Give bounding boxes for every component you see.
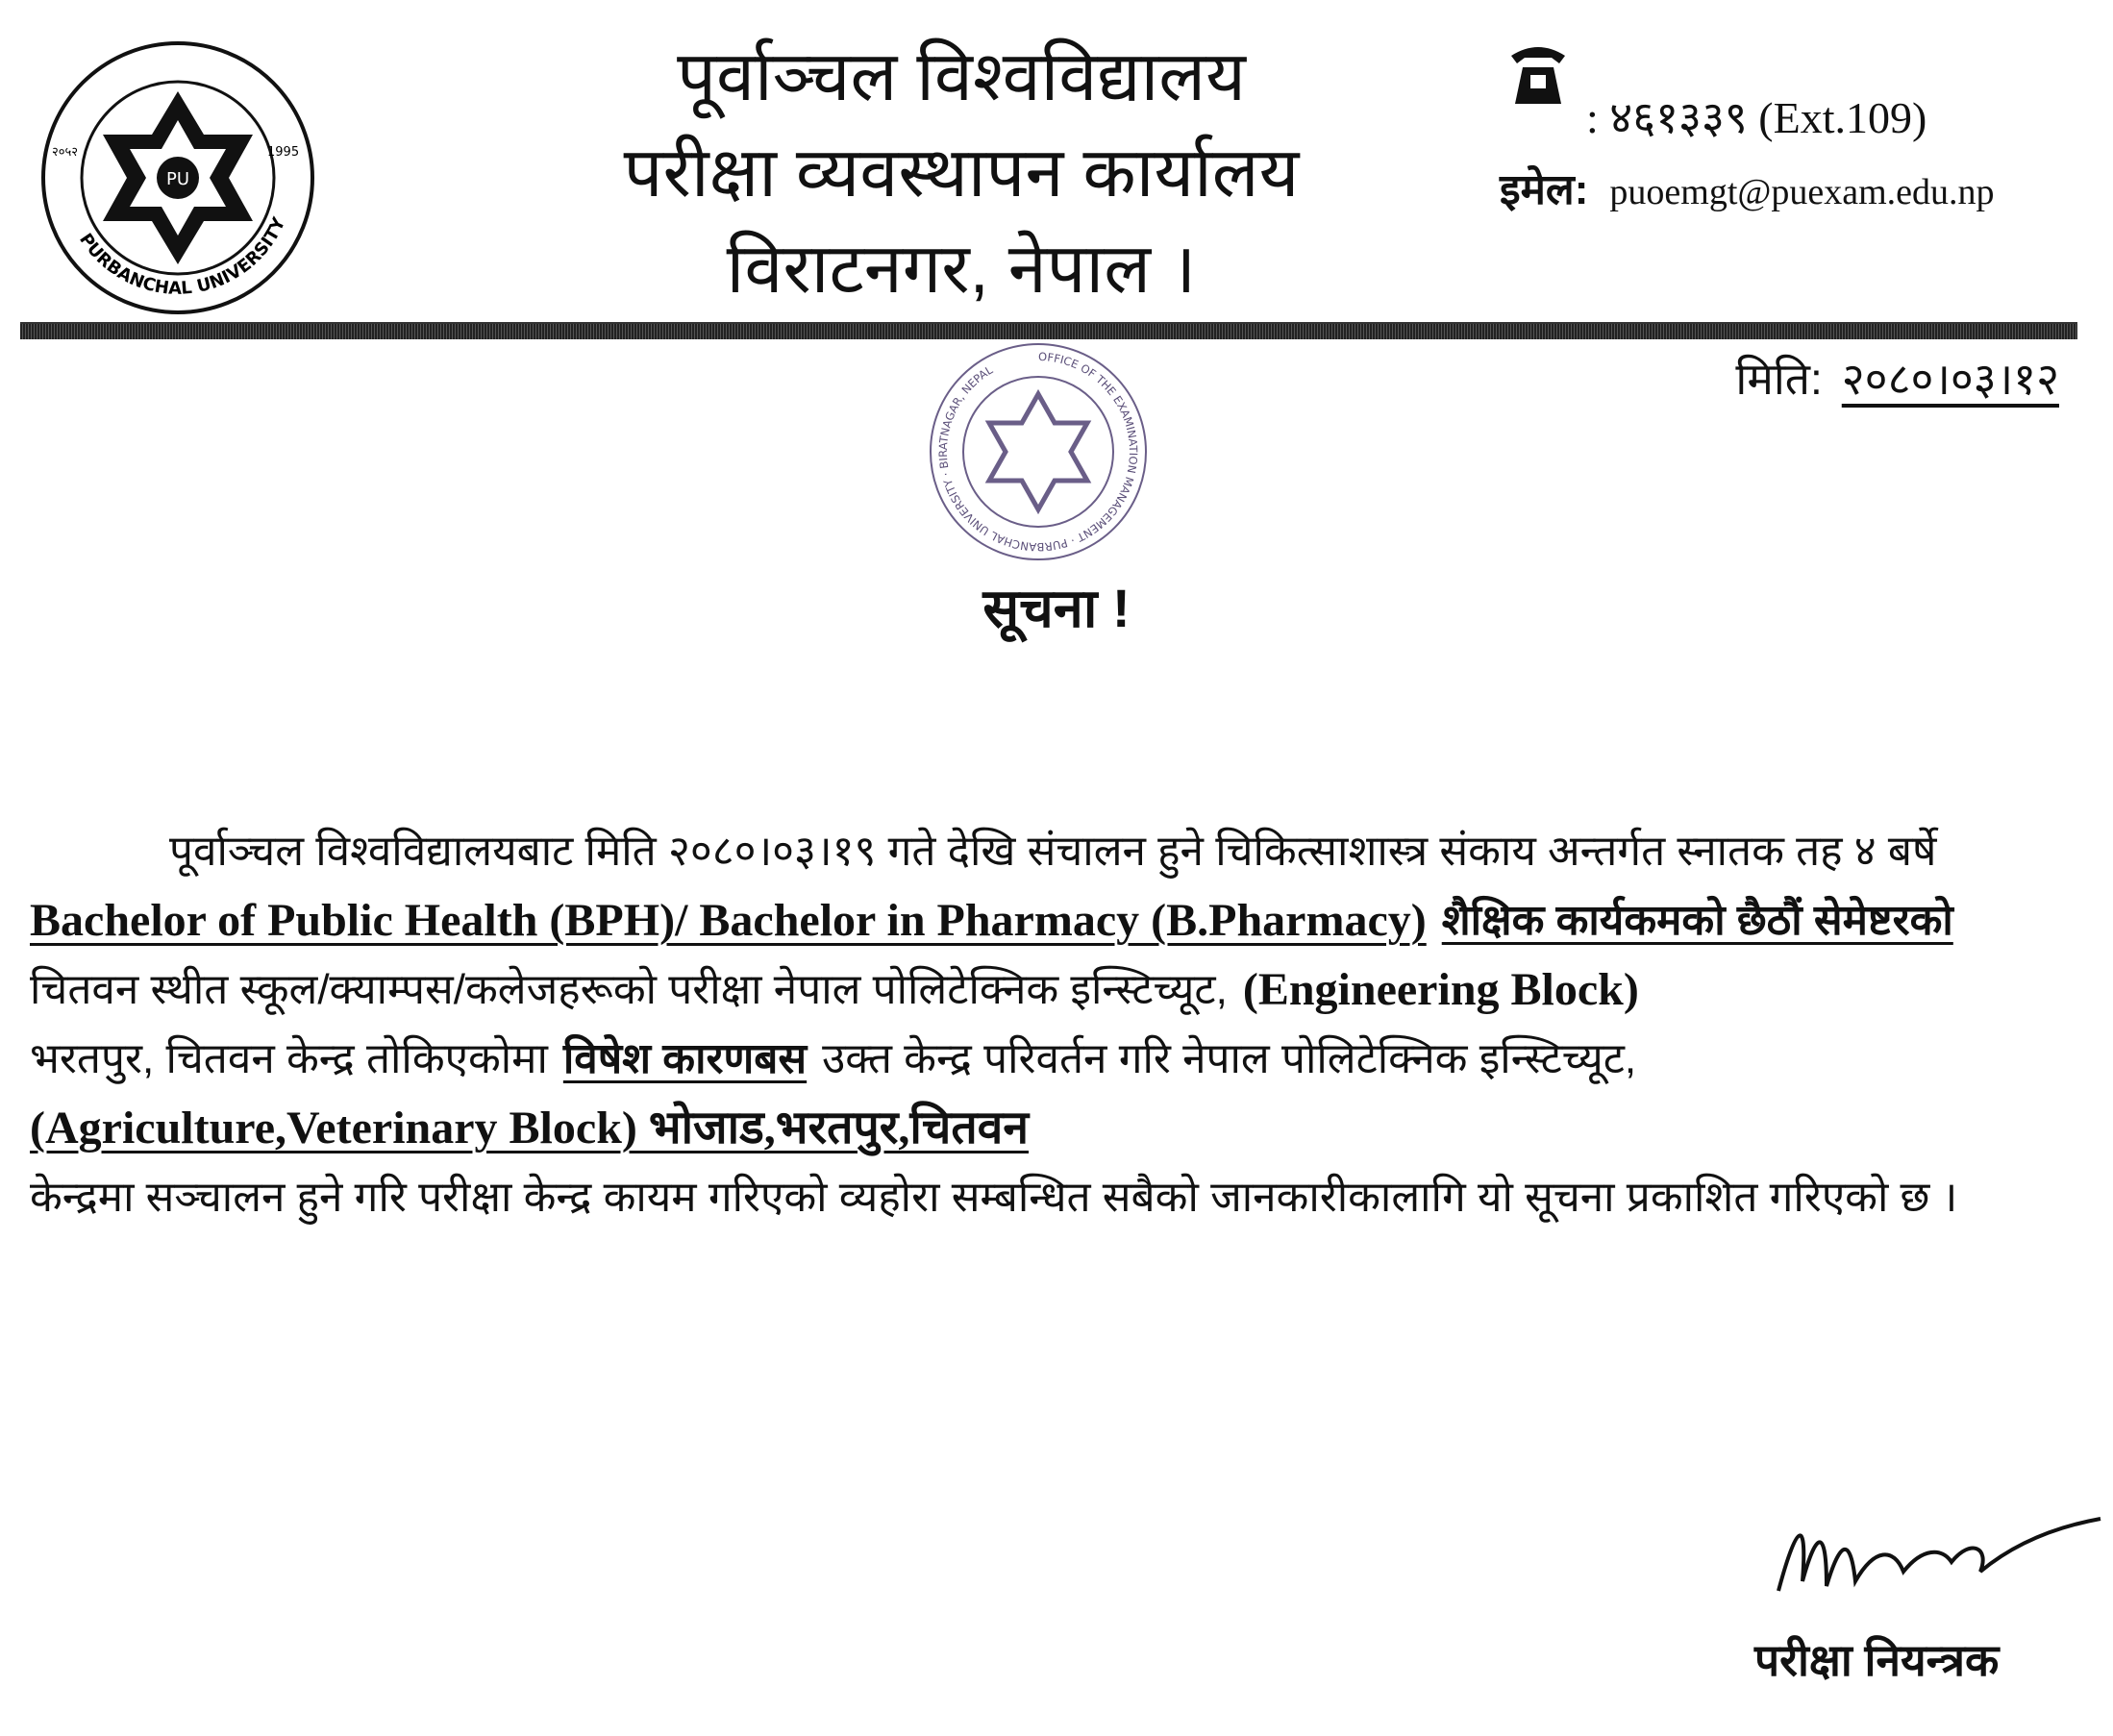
telephone-icon [1509,38,1567,106]
phone-number: : ४६१३३९ (Ext.109) [1586,93,1927,142]
office-title [500,29,1423,317]
svg-text:२०५२: २०५२ [52,145,79,160]
body-text-1: पूर्वाञ्चल विश्वविद्यालयबाट मिति २०८०।०३।१९ गते देखि संचालन हुने चिकित्साशास्त्र संकाय अन्तर्गत स्नातक तह ४ बर्षे [169,828,1937,875]
svg-text:OFFICE OF THE EXAMINATION MANA [936,350,1140,554]
header-divider [20,322,2077,339]
notice-heading: सूचना ! [982,578,1131,638]
title-line-1: पूर्वाञ्चल विश्वविद्यालय [677,38,1246,115]
university-logo [38,38,317,317]
notice-body [30,817,2073,1232]
special-reason: विषेश कारणबस [562,1035,808,1082]
office-stamp [928,341,1149,562]
body-text-3: भरतपुर, चितवन केन्द्र तोकिएकोमा [30,1035,548,1082]
notice-date [1735,348,2059,408]
email-line [1500,159,1995,216]
title-line-3: विराटनगर, नेपाल । [726,231,1197,308]
date-label: मिति: [1735,354,1823,404]
signature [1759,1509,2105,1615]
body-text-2: चितवन स्थीत स्कूल/क्याम्पस/कलेजहरूको परीक्षा नेपाल पोलिटेक्निक इन्स्टिच्यूट, [30,966,1228,1013]
email-label: इमेल: [1500,166,1589,213]
old-block: (Engineering Block) [1242,964,1639,1015]
svg-text:1995: 1995 [267,145,300,160]
new-center: (Agriculture,Veterinary Block) भोजाड,भरतपुर,चितवन [30,1103,1030,1153]
svg-text:PURBANCHAL UNIVERSITY: PURBANCHAL UNIVERSITY [75,214,290,299]
program-name: Bachelor of Public Health (BPH)/ Bachelor in Pharmacy (B.Pharmacy) [30,895,1427,946]
svg-text:PU: PU [165,169,190,189]
body-text-4: उक्त केन्द्र परिवर्तन गरि नेपाल पोलिटेक्निक इन्स्टिच्यूट, [822,1035,1637,1082]
title-line-2: परीक्षा व्यवस्थापन कार्यालय [623,135,1300,211]
date-value: २०८०।०३।१२ [1841,354,2059,404]
body-text-5: केन्द्रमा सञ्चालन हुने गरि परीक्षा केन्द्र कायम गरिएको व्यहोरा सम्बन्धित सबैको जानकारीकालागि यो सूचना प्रकाशित गरिएको छ । [30,1174,1958,1221]
stamp-text: OFFICE OF THE EXAMINATION MANAGEMENT · PURBANCHAL UNIVERSITY · BIRATNAGAR, NEPAL [935,349,1141,555]
signatory-title: परीक्षा नियन्त्रक [1754,1635,2000,1685]
email-address: puoemgt@puexam.edu.np [1609,172,1995,212]
semester-text: शैक्षिक कार्यकमको छैठौं सेमेष्टरको [1441,897,1953,944]
